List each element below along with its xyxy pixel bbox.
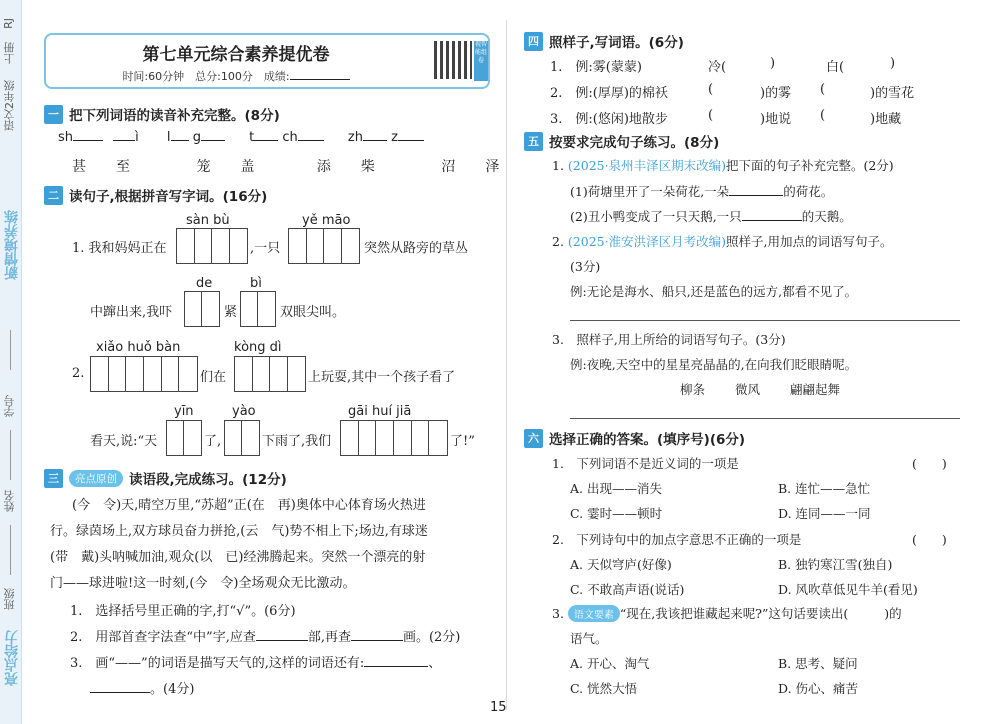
spine-brand: 新情境养练 [4,210,20,280]
s3-question-1: 1. 选择括号里正确的字,打“√”。(6分) [70,604,296,619]
qr-tag: 视智能组卷 [474,41,488,81]
option[interactable]: A. 开心、淘气 [570,656,650,671]
section-4-heading: 四 照样子,写词语。(6分) [524,31,684,51]
s2-text: 下雨了,我们 [262,434,332,449]
page-divider [506,20,507,710]
option[interactable]: D. 风吹草低见牛羊(看见) [778,582,918,597]
pinyin: yīn [174,404,194,419]
s2-text: 紧 [224,305,238,320]
page-number: 15 [490,700,507,715]
spine-edition: RJ [2,18,15,29]
section-5-heading: 五 按要求完成句子练习。(8分) [524,131,719,151]
section-1-heading: 一 把下列词语的读音补充完整。(8分) [44,104,280,124]
exam-title: 第七单元综合素养提优卷 [142,45,330,65]
pinyin: de [196,276,213,291]
option[interactable]: B. 独钓寒江雪(独自) [778,557,893,572]
option[interactable]: A. 天似穹庐(好像) [570,557,672,572]
s6-q3-cont: 语气。 [570,631,608,646]
s1-word-row: 甚 至 笼 盖 添 柴 沼 泽 [72,159,500,175]
spine-line [10,525,11,575]
answer-paren[interactable]: ( ) [912,532,947,547]
writing-grid[interactable] [288,228,360,264]
s1-pinyin-row: sh ì l g t ch zh z [58,130,424,145]
option[interactable]: D. 连同——一同 [778,506,871,521]
s6-question-2: 2. 下列诗句中的加点字意思不正确的一项是 [552,532,802,547]
option[interactable]: C. 霎时——顿时 [570,506,663,521]
s3-question-3-cont: 。(4分) [90,678,194,697]
s2-q1-line1: 1. 我和妈妈正在 [72,241,167,256]
s2-text: 突然从路旁的草丛 [364,241,469,256]
s2-text: 上玩耍,其中一个孩子看了 [308,370,456,385]
writing-grid[interactable] [240,291,276,327]
pinyin: kòng dì [234,340,282,355]
binding-spine [0,0,22,724]
exam-header [44,33,490,89]
writing-grid[interactable] [234,356,306,392]
s5-question-2: 2. (2025·淮安洪泽区月考改编)照样子,用加点的词语写句子。 [552,234,893,249]
s2-text: 看天,说:“天 [90,434,158,449]
spine-line [10,330,11,370]
s2-text: ,一只 [250,241,281,256]
pinyin: gāi huí jiā [348,404,412,419]
pinyin: yě māo [302,213,351,228]
option[interactable]: B. 连忙——急忙 [778,481,871,496]
s5-q2-score: (3分) [570,259,601,274]
writing-grid[interactable] [184,291,220,327]
s2-text: 中蹿出来,我吓 [90,305,173,320]
option[interactable]: C. 不敢高声语(说话) [570,582,685,597]
spine-class-label: 班级 [3,588,16,610]
s3-question-2: 2. 用部首查字法查“中”字,应查 部,再查 画。(2分) [70,630,461,645]
answer-line [570,320,960,321]
writing-grid[interactable] [166,420,202,456]
writing-grid[interactable] [340,420,448,456]
passage-line: 门——球进啦!这一时刻,(今 令)全场观众无比激动。 [50,576,356,591]
spine-brand-bottom: 亮点给力 [4,630,20,686]
s6-question-3: 3. 语文要素 “现在,我该把谁藏起来呢?”这句话要读出( )的 [552,606,902,621]
option[interactable]: A. 出现——消失 [570,481,662,496]
writing-grid[interactable] [224,420,260,456]
option[interactable]: D. 伤心、痛苦 [778,681,859,696]
answer-paren[interactable]: ( ) [912,456,947,471]
section-6-heading: 六 选择正确的答案。(填序号)(6分) [524,428,745,448]
s4-row: 2. 例:(厚厚)的棉袄 ( )的雾 ( )的雪花 [550,82,915,101]
passage-line: 行。绿茵场上,双方球员奋力拼抢,(云 气)势不相上下;场边,有球迷 [50,524,428,539]
qr-code-icon[interactable] [434,41,472,79]
spine-volume: 上册 [3,42,16,64]
s5-q1-b: (2)丑小鸭变成了一只天鹅,一只 的天鹅。 [570,209,852,224]
section-3-heading: 三 亮点原创 读语段,完成练习。(12分) [44,468,287,488]
s5-q2-example: 例:无论是海水、船只,还是蓝色的远方,都看不见了。 [570,284,858,299]
pinyin: xiǎo huǒ bàn [96,340,181,355]
pinyin: sàn bù [186,213,230,228]
s2-text: 了, [204,434,222,449]
s2-text: 双眼尖叫。 [280,305,346,320]
s2-text: 了!” [450,434,475,449]
s3-question-3: 3. 画“——”的词语是描写天气的,这样的词语还有: 、 [70,656,442,671]
s5-q3-words: 柳条 微风 翩翩起舞 [680,382,841,397]
s4-row: 1. 例:雾(蒙蒙) 冷( ) 白( ) [550,56,896,75]
pinyin: yào [232,404,256,419]
spine-line [10,430,11,480]
s2-text: 们在 [200,370,227,385]
s5-question-1: 1. (2025·泉州丰泽区期末改编)把下面的句子补充完整。(2分) [552,158,894,173]
pinyin: bì [250,276,262,291]
option[interactable]: C. 恍然大悟 [570,681,638,696]
exam-meta: 时间:60分钟 总分:100分 成绩: [46,68,426,84]
spine-number-label: 学号 [3,395,16,417]
passage-line: (带 戴)头呐喊加油,观众(以 已)经沸腾起来。突然一个漂亮的射 [50,550,426,565]
s5-q1-a: (1)荷塘里开了一朵荷花,一朵 的荷花。 [570,184,834,199]
section-2-heading: 二 读句子,根据拼音写字词。(16分) [44,185,267,205]
passage-line: (今 令)天,晴空万里,“苏超”正(在 再)奥体中心体育场火热进 [72,498,426,513]
s4-row: 3. 例:(悠闲)地散步 ( )地说 ( )地藏 [550,108,902,127]
s5-q3-example: 例:夜晚,天空中的星星亮晶晶的,在向我们眨眼睛呢。 [570,357,858,372]
answer-line [570,418,960,419]
s5-question-3: 3. 照样子,用上所给的词语写句子。(3分) [552,332,786,347]
s6-question-1: 1. 下列词语不是近义词的一项是 [552,456,739,471]
s2-q2-number: 2. [72,366,85,381]
writing-grid[interactable] [176,228,248,264]
option[interactable]: B. 思考、疑问 [778,656,858,671]
writing-grid[interactable] [90,356,198,392]
spine-name-label: 姓名 [3,490,16,512]
spine-grade: 语文2年级 [3,80,16,131]
